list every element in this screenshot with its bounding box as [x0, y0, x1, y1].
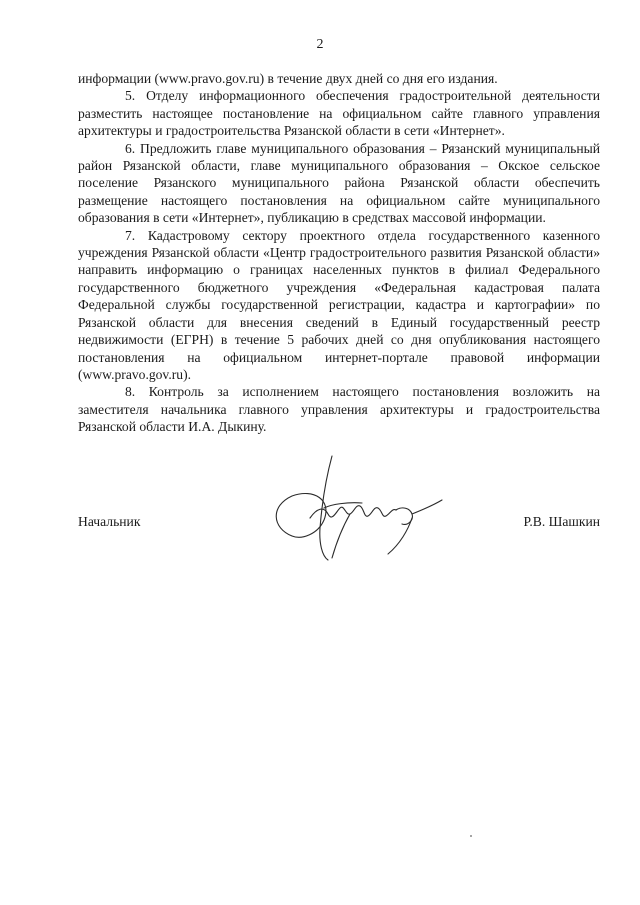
- paragraph-8: 8. Контроль за исполнением настоящего постановления возложить на заместителя начальника главного управления архитектуры и градостроительства Рязанской области И.А. Дыкину.: [78, 384, 600, 435]
- paragraph-5: 5. Отделу информационного обеспечения градостроительной деятельности разместить настоящее постановление на официальном сайте главного управления архитектуры и градостроительства Рязанской области в сети «Интернет».: [78, 88, 600, 139]
- document-body: [78, 70, 600, 436]
- scan-speck: [470, 835, 472, 837]
- paragraph-6: 6. Предложить главе муниципального образования – Рязанский муниципальный район Рязанской области, главе муниципального образования – Окское сельское поселение Рязанского муниципального района Рязанской области обеспечить размещение настоящего постановления на официальном сайте муниципального образования в сети «Интернет», публикацию в средствах массовой информации.: [78, 140, 600, 226]
- paragraph-continuation: информации (www.pravo.gov.ru) в течение двух дней со дня его издания.: [78, 71, 498, 86]
- page-number: 2: [316, 37, 324, 52]
- handwritten-signature: [262, 448, 462, 568]
- signature-block: [78, 513, 600, 533]
- signer-name: Р.В. Шашкин: [523, 514, 600, 529]
- signer-position: Начальник: [78, 514, 141, 529]
- paragraph-7: 7. Кадастровому сектору проектного отдела государственного казенного учреждения Рязанской области «Центр градостроительного развития Рязанской области» направить информацию о границах населенных пунктов в филиал Федерального государственного бюджетного учреждения «Федеральная кадастровая палата Федеральной службы государственной регистрации, кадастра и картографии» по Рязанской области для внесения сведений в Единый государственный реестр недвижимости (ЕГРН) в течение 5 рабочих дней со дня опубликования настоящего постановления на официальном интернет-портале правовой информации (www.pravo.gov.ru).: [78, 227, 600, 382]
